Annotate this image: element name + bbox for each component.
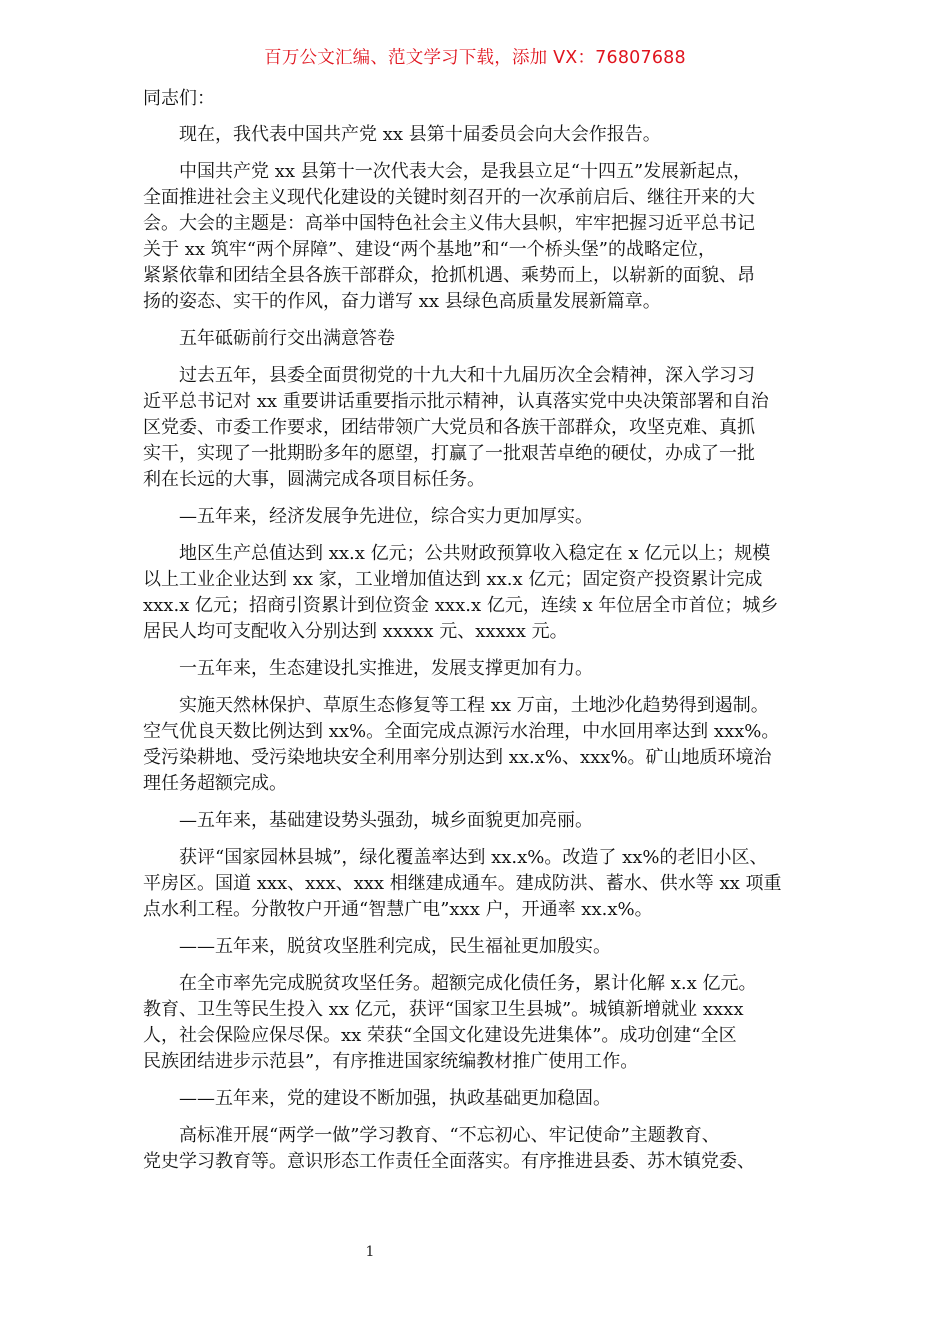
document-body (143, 86, 813, 1186)
text-line: 教育、卫生等民生投入 xx 亿元，获评“国家卫生县城”。城镇新增就业 xxxx (143, 999, 744, 1020)
watermark-banner: 百万公文汇编、范文学习下载，添加 VX：76807688 (264, 48, 686, 68)
subheading-poverty (143, 934, 813, 960)
text-line: ——五年来，脱贫攻坚胜利完成，民生福祉更加殷实。 (179, 936, 611, 957)
text-line: 空气优良天数比例达到 xx%。全面完成点源污水治理，中水回用率达到 xxx%。 (143, 721, 780, 742)
paragraph-past-five-years (143, 363, 813, 493)
paragraph-party-building (143, 1123, 813, 1175)
section-heading (143, 326, 813, 352)
subheading-ecology (143, 656, 813, 682)
text-line: ——五年来，党的建设不断加强，执政基础更加稳固。 (179, 1088, 611, 1109)
text-line: 利在长远的大事，圆满完成各项目标任务。 (143, 469, 485, 490)
text-line: —五年来，经济发展争先进位，综合实力更加厚实。 (179, 506, 593, 527)
text-line: 在全市率先完成脱贫攻坚任务。超额完成化债任务，累计化解 x.x 亿元。 (179, 973, 757, 994)
text-line: 人，社会保险应保尽保。xx 荣获“全国文化建设先进集体”。成功创建“全区 (143, 1025, 737, 1046)
text-line: 中国共产党 xx 县第十一次代表大会，是我县立足“十四五”发展新起点， (179, 161, 752, 182)
text-line: 扬的姿态、实干的作风，奋力谱写 xx 县绿色高质量发展新篇章。 (143, 291, 661, 312)
text-line: 受污染耕地、受污染地块安全利用率分别达到 xx.x%、xxx%。矿山地质环境治 (143, 747, 772, 768)
text-line: 平房区。国道 xxx、xxx、xxx 相继建成通车。建成防洪、蓄水、供水等 xx 项重 (143, 873, 782, 894)
text-line: 近平总书记对 xx 重要讲话重要指示批示精神，认真落实党中央决策部署和自治 (143, 391, 769, 412)
subheading-infrastructure (143, 808, 813, 834)
subheading-party-building (143, 1086, 813, 1112)
paragraph-congress-theme (143, 159, 813, 315)
paragraph-economy (143, 541, 813, 645)
paragraph-poverty (143, 971, 813, 1075)
salutation: 同志们： (143, 88, 215, 109)
text-line: 居民人均可支配收入分别达到 xxxxx 元、xxxxx 元。 (143, 621, 568, 642)
text-line: xxx.x 亿元；招商引资累计到位资金 xxx.x 亿元，连续 x 年位居全市首位；城乡 (143, 595, 779, 616)
text-line: 五年砥砺前行交出满意答卷 (179, 328, 395, 349)
text-line: 过去五年，县委全面贯彻党的十九大和十九届历次全会精神，深入学习习 (179, 365, 755, 386)
text-line: 全面推进社会主义现代化建设的关键时刻召开的一次承前启后、继往开来的大 (143, 187, 755, 208)
paragraph-ecology (143, 693, 813, 797)
paragraph-infrastructure (143, 845, 813, 923)
text-line: 高标准开展“两学一做”学习教育、“不忘初心、牢记使命”主题教育、 (179, 1125, 720, 1146)
text-line: —五年来，基础建设势头强劲，城乡面貌更加亮丽。 (179, 810, 593, 831)
text-line: 紧紧依靠和团结全县各族干部群众，抢抓机遇、乘势而上，以崭新的面貌、昂 (143, 265, 755, 286)
text-line: 点水利工程。分散牧户开通“智慧广电”xxx 户，开通率 xx.x%。 (143, 899, 653, 920)
text-line: 理任务超额完成。 (143, 773, 287, 794)
text-line: 获评“国家园林县城”，绿化覆盖率达到 xx.x%。改造了 xx%的老旧小区、 (179, 847, 768, 868)
text-line: 以上工业企业达到 xx 家，工业增加值达到 xx.x 亿元；固定资产投资累计完成 (143, 569, 763, 590)
text-line: 一五年来，生态建设扎实推进，发展支撑更加有力。 (179, 658, 593, 679)
paragraph-intro (143, 122, 813, 148)
page-number: 1 (365, 1244, 375, 1260)
text-line: 实施天然林保护、草原生态修复等工程 xx 万亩，土地沙化趋势得到遏制。 (179, 695, 769, 716)
text-line: 实干，实现了一批期盼多年的愿望，打赢了一批艰苦卓绝的硬仗，办成了一批 (143, 443, 755, 464)
text-line: 区党委、市委工作要求，团结带领广大党员和各族干部群众，攻坚克难、真抓 (143, 417, 755, 438)
text-line: 党史学习教育等。意识形态工作责任全面落实。有序推进县委、苏木镇党委、 (143, 1151, 755, 1172)
subheading-economy (143, 504, 813, 530)
text-line: 地区生产总值达到 xx.x 亿元；公共财政预算收入稳定在 x 亿元以上；规模 (179, 543, 771, 564)
text-line: 关于 xx 筑牢“两个屏障”、建设“两个基地”和“一个桥头堡”的战略定位， (143, 239, 716, 260)
text-line: 民族团结进步示范县”，有序推进国家统编教材推广使用工作。 (143, 1051, 639, 1072)
text-line: 会。大会的主题是：高举中国特色社会主义伟大县帜，牢牢把握习近平总书记 (143, 213, 755, 234)
text-line: 现在，我代表中国共产党 xx 县第十届委员会向大会作报告。 (179, 124, 661, 145)
